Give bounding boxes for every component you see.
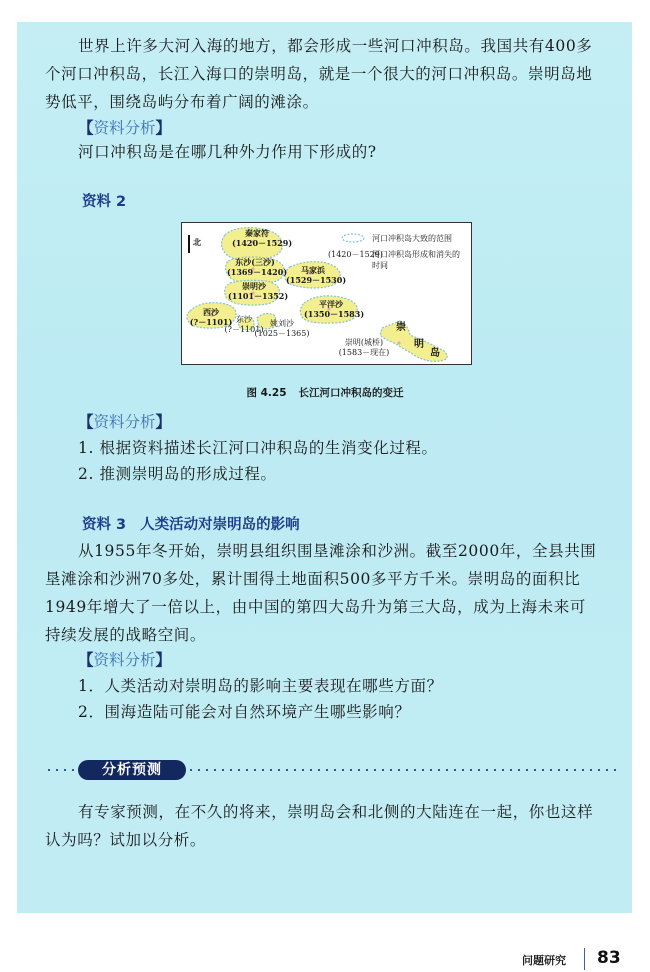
big-island-char: 明 — [414, 339, 424, 350]
island-label: 姚刘沙 (1025－1365) — [254, 319, 310, 338]
island-label: 平洋沙 (1350－1583) — [304, 299, 365, 319]
section-divider — [45, 760, 600, 780]
material3-question-1: 1．人类活动对崇明岛的影响主要表现在哪些方面？ — [78, 677, 443, 695]
analysis-label-text: 资料分析 — [93, 119, 156, 137]
yangtze-estuary-islands-map — [181, 222, 472, 365]
north-label: 北 — [193, 237, 201, 247]
material2-heading: 资料 2 — [82, 194, 127, 210]
material3-analysis-label: 【资料分析】 — [78, 650, 172, 669]
island-label: 崇明沙 (1101－1352) — [228, 281, 289, 301]
material3-heading-title: 人类活动对崇明岛的影响 — [140, 517, 300, 533]
page-footer — [0, 948, 650, 972]
bracket-open: 【 — [78, 118, 94, 137]
island-label: 西沙 (?－1101) — [189, 307, 233, 327]
material3-question-2: 2．围海造陆可能会对自然环境产生哪些影响？ — [78, 703, 411, 721]
island-label: 东沙 (?－1101) — [224, 315, 264, 334]
legend-range-label: 河口冲积岛大致的范围 — [372, 234, 452, 243]
island-label: 东沙(三沙) (1369－1420) — [227, 257, 288, 277]
dotted-line — [45, 769, 75, 771]
prediction-paragraph: 有专家预测，在不久的将来，崇明岛会和北侧的大陆连在一起，你也这样认为吗？试加以分析。 — [45, 803, 594, 849]
map-shapes — [182, 223, 470, 363]
big-island-char: 岛 — [430, 348, 440, 359]
dotted-line — [187, 769, 617, 771]
legend-period-example: (1420－1529) — [328, 250, 383, 259]
big-island-char: 崇 — [396, 322, 406, 333]
material3-paragraph: 从1955年冬开始，崇明县组织围垦滩涂和沙洲。截至2000年，全县共围垦滩涂和沙洲70多处，累计围得土地面积500多平方千米。崇明岛的面积比1949年增大了一倍以上，由中国的第四大岛升为第三大岛，成为上海未来可持续发展的战略空间。 — [45, 542, 597, 644]
footer-divider — [584, 948, 585, 970]
material2-question-2: 2. 推测崇明岛的形成过程。 — [78, 465, 277, 483]
material3-heading-number: 资料 3 — [82, 517, 127, 533]
figure-number: 图 4.25 — [246, 387, 287, 399]
material1-paragraph: 世界上许多大河入海的地方，都会形成一些河口冲积岛。我国共有400多个河口冲积岛，长江入海口的崇明岛，就是一个很大的河口冲积岛。崇明岛地势低平，围绕岛屿分布着广阔的滩涂。 — [45, 37, 593, 111]
material3-heading — [82, 513, 300, 534]
bracket-close: 】 — [155, 118, 172, 137]
island-label: 秦家符 (1420－1529) — [232, 228, 293, 248]
prediction-badge: 分析预测 — [78, 760, 186, 780]
island-label: 崇明(城桥) (1583－现在) — [338, 338, 390, 357]
section-name: 问题研究 — [522, 954, 566, 967]
material1-analysis-label — [78, 116, 171, 140]
figure-caption — [0, 385, 650, 400]
page-number: 83 — [597, 948, 621, 968]
legend-period-label: 河口冲积岛形成和消失的时间 — [372, 250, 460, 270]
material1-question: 河口冲积岛是在哪几种外力作用下形成的? — [78, 143, 377, 161]
material2-question-1: 1. 根据资料描述长江河口冲积岛的生消变化过程。 — [78, 439, 438, 457]
figure-title: 长江河口冲积岛的变迁 — [298, 387, 404, 399]
island-label: 马家浜 (1529－1530) — [286, 265, 347, 285]
material2-analysis-label: 【资料分析】 — [78, 412, 172, 431]
